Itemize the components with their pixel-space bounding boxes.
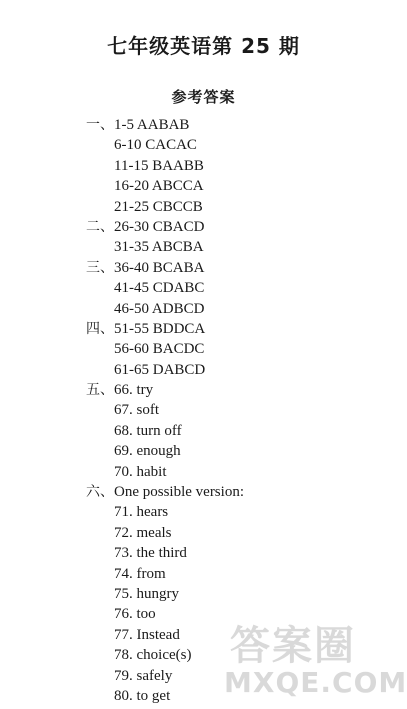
answer-row [86,564,406,584]
section-number: 二、 [86,218,114,235]
answer-row [86,523,406,543]
section-number: 六、 [86,484,114,501]
answer-text: 11-15 BAABB [114,157,204,174]
page-title: 七年级英语第 25 期 [107,34,300,58]
answer-row [86,217,406,237]
answer-text: 69. enough [114,443,181,460]
answer-text: 16-20 ABCCA [114,178,204,195]
section-number: 四、 [86,320,114,337]
answer-row [86,339,406,359]
answer-text: 46-50 ADBCD [114,300,205,317]
answer-row [86,258,406,278]
answer-row [86,421,406,441]
answer-row [86,441,406,461]
answer-row [86,197,406,217]
answer-text: 26-30 CBACD [114,218,205,235]
answer-text: 73. the third [114,545,187,562]
answer-text: 41-45 CDABC [114,280,205,297]
answer-row [86,299,406,319]
answer-text: 72. meals [114,524,172,541]
page-subtitle: 参考答案 [171,88,236,106]
answer-text: 31-35 ABCBA [114,239,204,256]
answer-text: 75. hungry [114,585,179,602]
answer-text: 66. try [114,382,154,399]
watermark-logo-text: 答案圈 [230,623,356,669]
answer-text: 56-60 BACDC [114,341,205,358]
answer-row [86,543,406,563]
answer-row [86,462,406,482]
answer-text: 79. safely [114,667,173,684]
answer-row [86,278,406,298]
answer-text: 36-40 BCABA [114,259,205,276]
answer-text: 1-5 AABAB [114,117,190,133]
answer-row [86,319,406,339]
answer-text: 80. to get [114,687,171,704]
answer-row [86,482,406,502]
answer-row [86,176,406,196]
answer-row [86,360,406,380]
answer-text: 70. habit [114,463,167,480]
answer-text: 68. turn off [114,422,182,439]
answer-text: 71. hears [114,504,169,521]
answer-text: 74. from [114,565,166,582]
answer-text: 67. soft [114,402,159,419]
answer-row [86,237,406,257]
answer-row [86,502,406,522]
answer-text: 78. choice(s) [114,647,192,664]
answer-row [86,115,406,135]
answer-row [86,135,406,155]
answer-row [86,156,406,176]
watermark-site-text: MXQE.COM [224,666,407,699]
answer-row [86,584,406,604]
answer-text: 51-55 BDDCA [114,320,206,337]
watermark-logo [218,614,407,706]
answer-row [86,400,406,420]
answer-text: 6-10 CACAC [114,137,197,154]
answer-text: 76. too [114,606,156,623]
section-number: 三、 [86,259,114,276]
answer-row [86,380,406,400]
answer-text: 21-25 CBCCB [114,198,203,215]
answer-text: 61-65 DABCD [114,361,206,378]
answer-text: 77. Instead [114,626,180,643]
section-number: 一、 [86,117,114,133]
answer-text: One possible version: [114,484,244,501]
section-number: 五、 [86,382,114,399]
